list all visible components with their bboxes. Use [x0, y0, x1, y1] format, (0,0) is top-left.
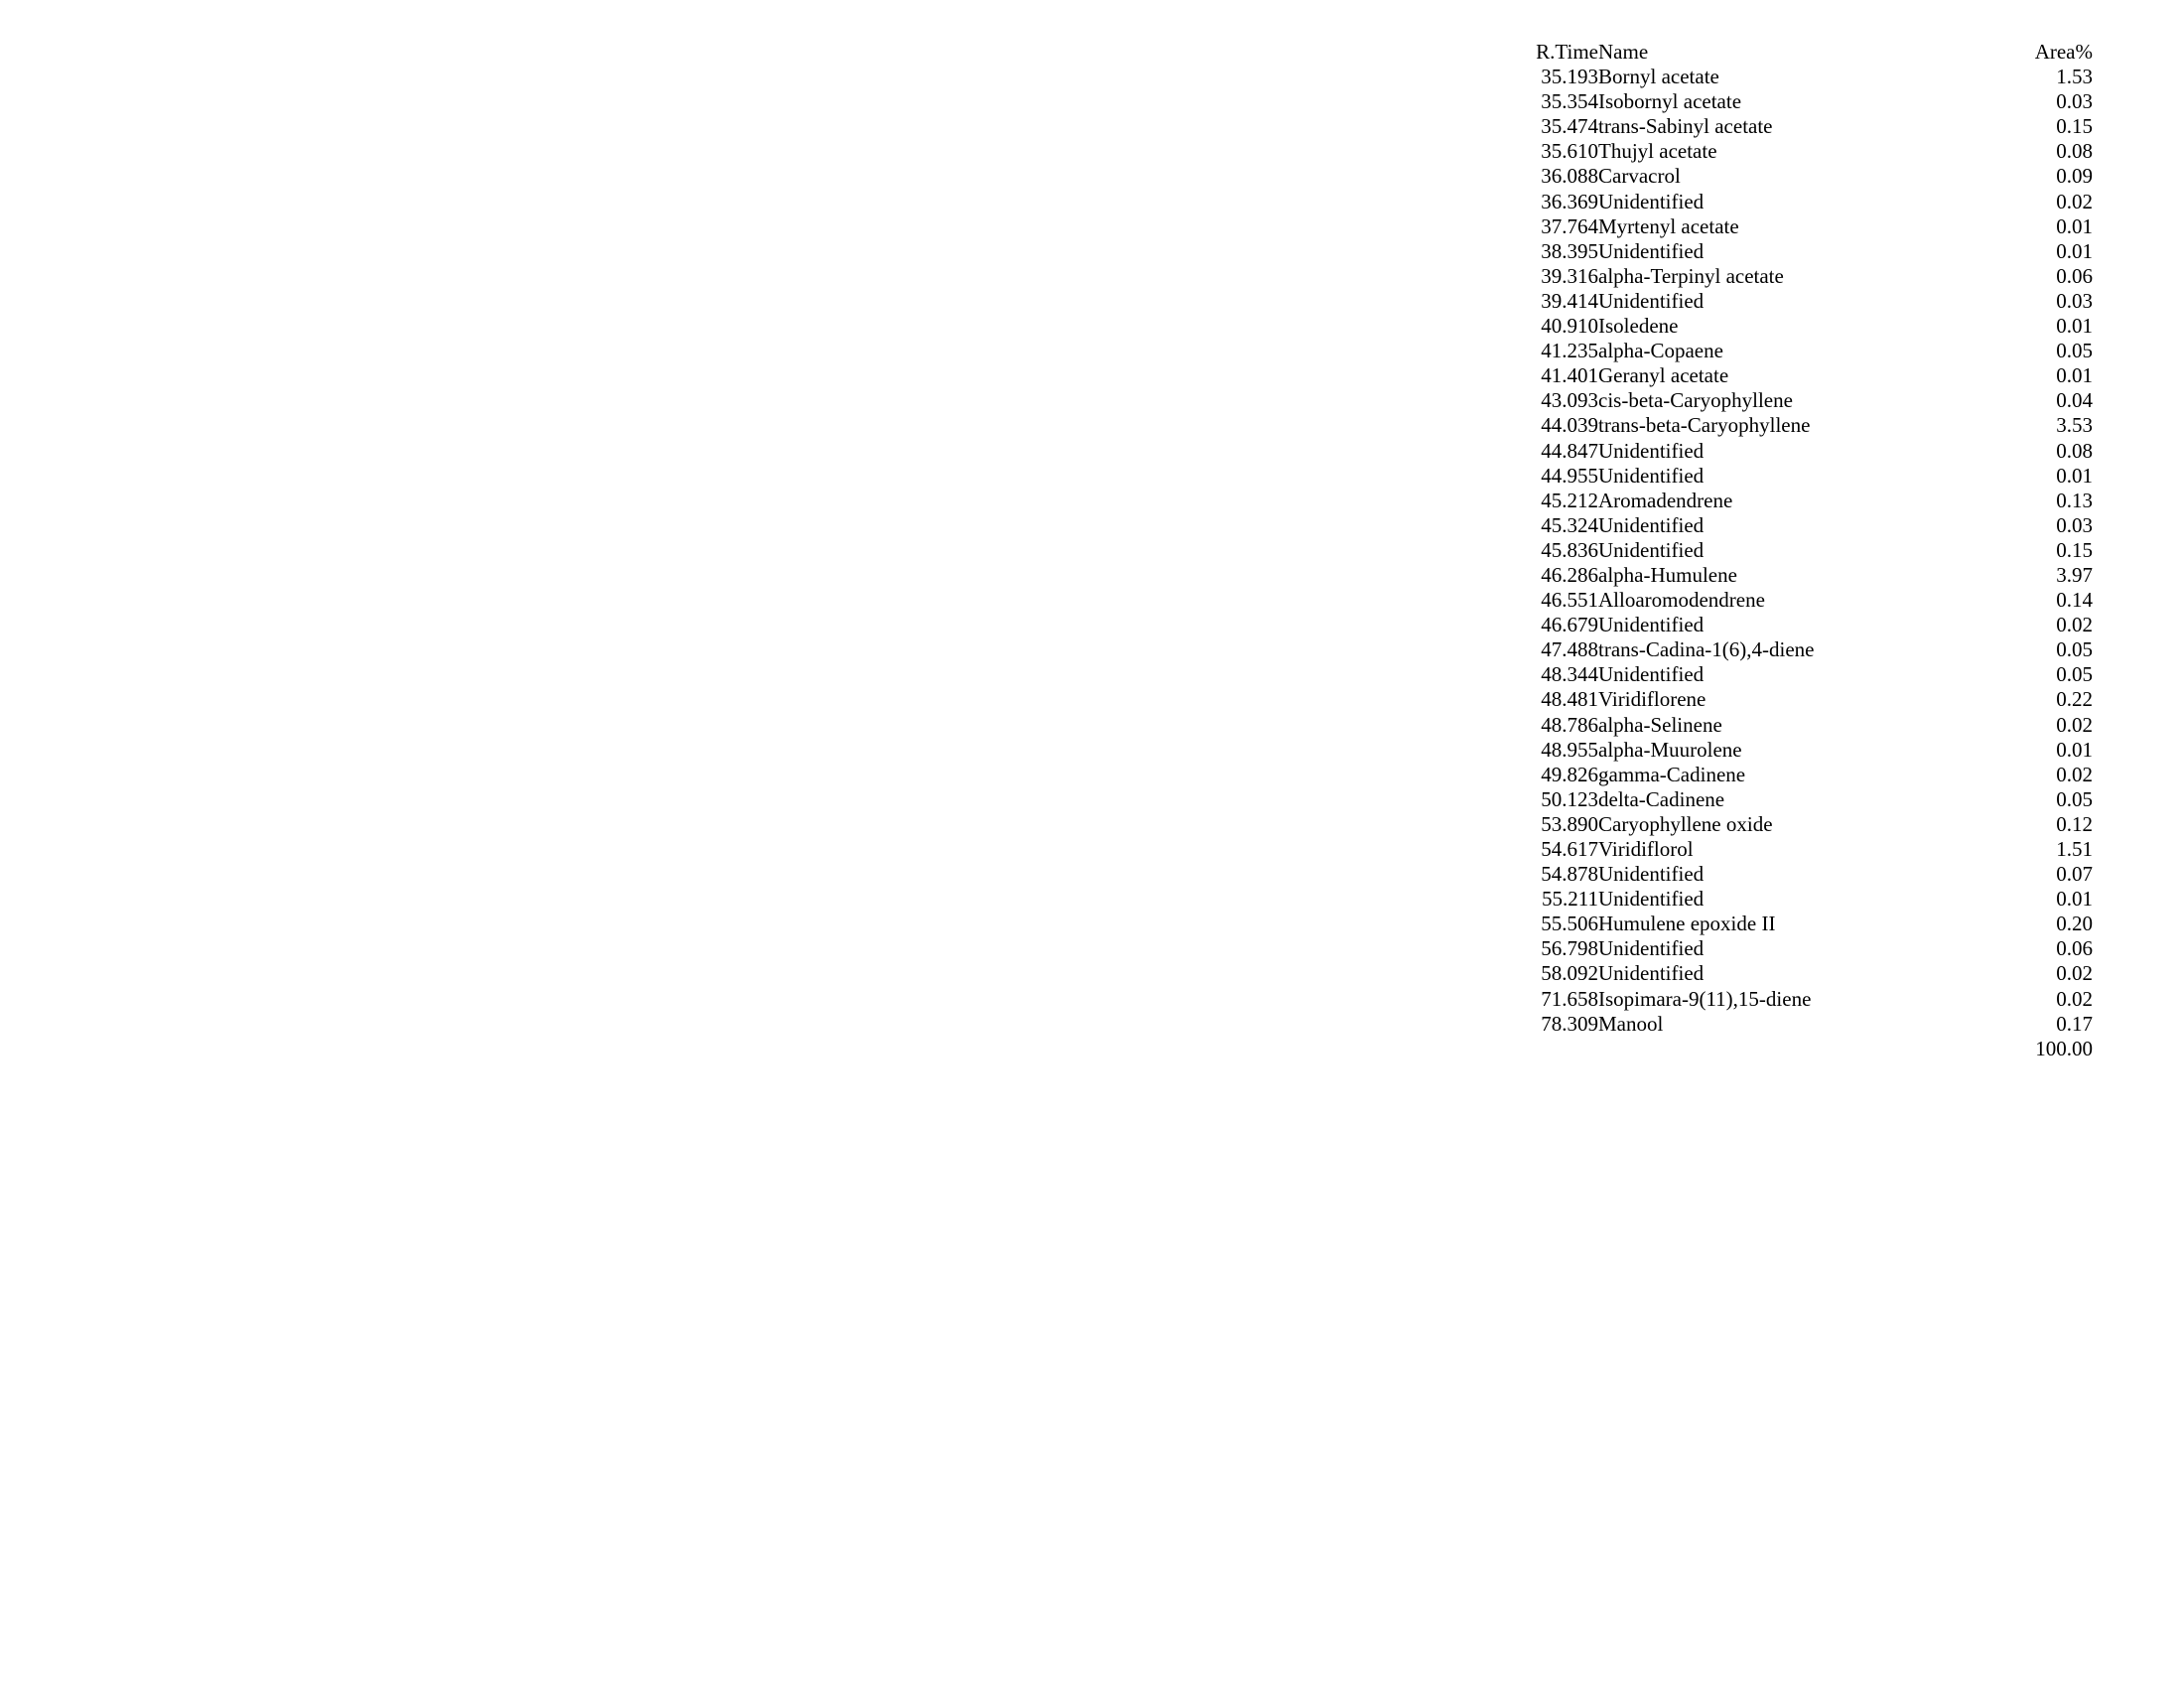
column-header-name: Name [1598, 40, 1649, 64]
cell-name: Unidentified [1598, 662, 1705, 687]
table-row [1532, 264, 2093, 289]
cell-area: 0.02 [2056, 986, 2093, 1011]
cell-rtime: 50.123 [1541, 786, 1598, 811]
table-row [1532, 713, 2093, 738]
table-row [1532, 763, 2093, 787]
cell-area: 1.51 [2056, 837, 2093, 861]
cell-rtime: 35.354 [1541, 89, 1598, 114]
cell-area: 0.01 [2056, 887, 2093, 912]
cell-name: alpha-Muurolene [1598, 737, 1742, 762]
cell-rtime: 39.414 [1541, 288, 1598, 313]
cell-rtime: 56.798 [1541, 936, 1598, 961]
cell-rtime: 38.395 [1541, 238, 1598, 263]
table-row [1532, 339, 2093, 363]
cell-rtime: 48.786 [1541, 712, 1598, 737]
cell-area: 0.01 [2056, 238, 2093, 263]
cell-area: 0.06 [2056, 263, 2093, 288]
table-row [1532, 489, 2093, 513]
table-row [1532, 887, 2093, 912]
cell-rtime: 35.193 [1541, 65, 1598, 89]
cell-rtime: 36.369 [1541, 189, 1598, 213]
cell-name: alpha-Terpinyl acetate [1598, 263, 1784, 288]
table-row [1532, 961, 2093, 986]
table-row [1532, 214, 2093, 239]
cell-area: 0.02 [2056, 613, 2093, 637]
peak-table-footer [1532, 1037, 2093, 1061]
column-header-rtime: R.Time [1536, 40, 1598, 64]
cell-rtime: 54.878 [1541, 862, 1598, 887]
table-row [1532, 65, 2093, 89]
cell-name: Unidentified [1598, 512, 1705, 537]
cell-area: 0.17 [2056, 1011, 2093, 1036]
cell-area: 0.01 [2056, 314, 2093, 339]
cell-area: 0.15 [2056, 537, 2093, 562]
cell-name: Viridiflorene [1598, 687, 1706, 712]
table-row [1532, 89, 2093, 114]
cell-name: Isoledene [1598, 314, 1679, 339]
cell-area: 0.22 [2056, 687, 2093, 712]
cell-rtime: 78.309 [1541, 1011, 1598, 1036]
cell-rtime: 43.093 [1541, 388, 1598, 413]
cell-area: 0.02 [2056, 189, 2093, 213]
cell-name: Unidentified [1598, 613, 1705, 637]
cell-rtime: 47.488 [1541, 637, 1598, 662]
cell-rtime: 55.211 [1542, 887, 1598, 912]
table-row [1532, 363, 2093, 388]
cell-name: Unidentified [1598, 961, 1705, 986]
cell-name: Geranyl acetate [1598, 363, 1729, 388]
table-row [1532, 388, 2093, 413]
cell-rtime: 45.212 [1541, 488, 1598, 512]
table-row [1532, 563, 2093, 588]
cell-name: alpha-Selinene [1598, 712, 1722, 737]
cell-area: 0.05 [2056, 786, 2093, 811]
table-row [1532, 662, 2093, 687]
cell-area: 0.01 [2056, 363, 2093, 388]
cell-rtime: 41.235 [1541, 339, 1598, 363]
table-row [1532, 837, 2093, 862]
cell-name: Caryophyllene oxide [1598, 811, 1773, 836]
cell-rtime: 45.324 [1541, 512, 1598, 537]
cell-name: trans-Cadina-1(6),4-diene [1598, 637, 1815, 662]
cell-rtime: 48.344 [1541, 662, 1598, 687]
cell-name: Thujyl acetate [1598, 139, 1717, 164]
cell-area: 0.05 [2056, 637, 2093, 662]
cell-rtime: 35.610 [1541, 139, 1598, 164]
cell-rtime: 40.910 [1541, 314, 1598, 339]
table-row [1532, 289, 2093, 314]
cell-rtime: 44.955 [1541, 463, 1598, 488]
cell-name: alpha-Humulene [1598, 562, 1737, 587]
cell-name: Carvacrol [1598, 164, 1681, 189]
cell-rtime: 48.955 [1541, 737, 1598, 762]
cell-name: Bornyl acetate [1598, 65, 1719, 89]
peak-table [1532, 40, 2093, 1061]
table-row [1532, 987, 2093, 1012]
table-row [1532, 862, 2093, 887]
cell-area: 0.02 [2056, 762, 2093, 786]
table-row [1532, 613, 2093, 637]
table-row [1532, 413, 2093, 438]
cell-area: 0.05 [2056, 339, 2093, 363]
peak-table-header [1532, 40, 2093, 65]
table-row [1532, 738, 2093, 763]
table-row [1532, 513, 2093, 538]
table-row [1532, 439, 2093, 464]
column-header-area: Area% [2034, 40, 2093, 64]
cell-rtime: 55.506 [1541, 912, 1598, 936]
cell-name: gamma-Cadinene [1598, 762, 1746, 786]
cell-rtime: 49.826 [1541, 762, 1598, 786]
cell-area: 0.01 [2056, 463, 2093, 488]
cell-area: 1.53 [2056, 65, 2093, 89]
cell-rtime: 46.286 [1541, 562, 1598, 587]
cell-name: trans-Sabinyl acetate [1598, 114, 1773, 139]
cell-name: Alloaromodendrene [1598, 588, 1765, 613]
table-row [1532, 538, 2093, 563]
table-row [1532, 588, 2093, 613]
cell-name: Unidentified [1598, 936, 1705, 961]
cell-area: 0.20 [2056, 912, 2093, 936]
cell-rtime: 35.474 [1541, 114, 1598, 139]
cell-name: Unidentified [1598, 862, 1705, 887]
total-row-empty-rtime [1532, 1037, 1598, 1061]
cell-area: 0.03 [2056, 288, 2093, 313]
cell-name: Manool [1598, 1011, 1664, 1036]
cell-name: Unidentified [1598, 238, 1705, 263]
cell-name: Viridiflorol [1598, 837, 1694, 861]
cell-name: Isobornyl acetate [1598, 89, 1742, 114]
table-row [1532, 912, 2093, 936]
cell-name: Unidentified [1598, 463, 1705, 488]
table-row [1532, 787, 2093, 812]
table-row [1532, 1012, 2093, 1037]
table-row [1532, 139, 2093, 164]
table-row [1532, 114, 2093, 139]
cell-area: 0.06 [2056, 936, 2093, 961]
peak-table-body [1532, 65, 2093, 1037]
cell-rtime: 45.836 [1541, 537, 1598, 562]
cell-area: 0.13 [2056, 488, 2093, 512]
cell-area: 0.03 [2056, 89, 2093, 114]
cell-area: 0.12 [2056, 811, 2093, 836]
cell-rtime: 36.088 [1541, 164, 1598, 189]
cell-name: Humulene epoxide II [1598, 912, 1776, 936]
table-row [1532, 464, 2093, 489]
table-row [1532, 687, 2093, 712]
cell-area: 0.15 [2056, 114, 2093, 139]
cell-rtime: 46.551 [1541, 588, 1598, 613]
cell-area: 0.05 [2056, 662, 2093, 687]
cell-name: alpha-Copaene [1598, 339, 1723, 363]
cell-name: Myrtenyl acetate [1598, 213, 1739, 238]
table-row [1532, 190, 2093, 214]
cell-area: 0.14 [2056, 588, 2093, 613]
cell-name: Unidentified [1598, 887, 1705, 912]
cell-area: 0.03 [2056, 512, 2093, 537]
cell-rtime: 53.890 [1541, 811, 1598, 836]
cell-rtime: 39.316 [1541, 263, 1598, 288]
cell-name: Unidentified [1598, 537, 1705, 562]
cell-rtime: 46.679 [1541, 613, 1598, 637]
cell-rtime: 37.764 [1541, 213, 1598, 238]
cell-rtime: 44.847 [1541, 438, 1598, 463]
cell-area: 0.09 [2056, 164, 2093, 189]
cell-area: 0.08 [2056, 438, 2093, 463]
cell-name: cis-beta-Caryophyllene [1598, 388, 1793, 413]
cell-name: Unidentified [1598, 438, 1705, 463]
cell-name: Isopimara-9(11),15-diene [1598, 986, 1812, 1011]
table-row [1532, 637, 2093, 662]
table-row [1532, 812, 2093, 837]
cell-area: 3.97 [2056, 562, 2093, 587]
cell-rtime: 44.039 [1541, 413, 1598, 438]
cell-area: 0.04 [2056, 388, 2093, 413]
table-row [1532, 239, 2093, 264]
table-row [1532, 164, 2093, 189]
cell-name: Unidentified [1598, 189, 1705, 213]
cell-rtime: 54.617 [1541, 837, 1598, 861]
table-row [1532, 936, 2093, 961]
cell-rtime: 71.658 [1541, 986, 1598, 1011]
cell-name: delta-Cadinene [1598, 786, 1725, 811]
cell-name: trans-beta-Caryophyllene [1598, 413, 1811, 438]
cell-area: 0.02 [2056, 961, 2093, 986]
cell-name: Unidentified [1598, 288, 1705, 313]
cell-rtime: 48.481 [1541, 687, 1598, 712]
cell-area: 0.01 [2056, 737, 2093, 762]
total-row-empty-name [1598, 1037, 2023, 1061]
cell-area: 3.53 [2056, 413, 2093, 438]
cell-area: 0.02 [2056, 712, 2093, 737]
header-row [1532, 40, 2093, 65]
cell-area: 0.07 [2056, 862, 2093, 887]
table-row [1532, 314, 2093, 339]
cell-name: Aromadendrene [1598, 488, 1733, 512]
total-row [1532, 1037, 2093, 1061]
cell-area: 0.08 [2056, 139, 2093, 164]
cell-area: 0.01 [2056, 213, 2093, 238]
cell-rtime: 58.092 [1541, 961, 1598, 986]
cell-rtime: 41.401 [1541, 363, 1598, 388]
total-area-value: 100.00 [2035, 1036, 2093, 1060]
